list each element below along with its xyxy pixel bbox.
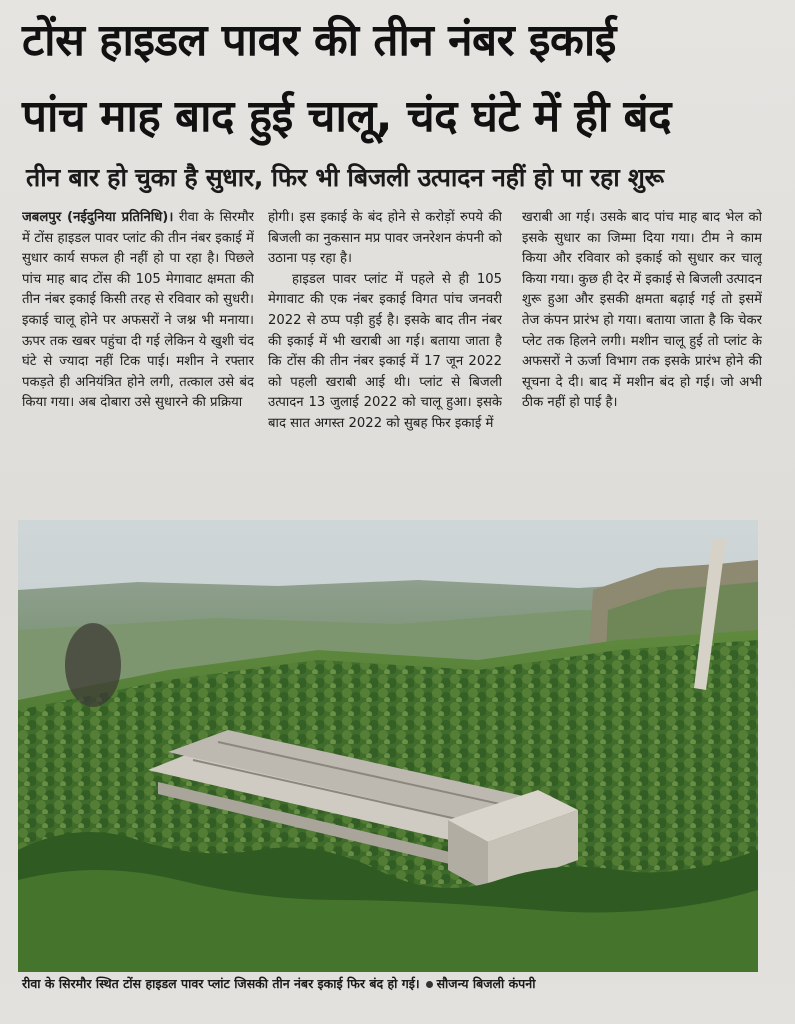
power-plant-illustration [18,520,758,972]
power-plant-photo [18,520,758,972]
subheadline: तीन बार हो चुका है सुधार, फिर भी बिजली उत्पादन नहीं हो पा रहा शुरू [26,163,664,192]
photo-caption: रीवा के सिरमौर स्थित टोंस हाइडल पावर प्लांट जिसकी तीन नंबर इकाई फिर बंद हो गई। [22,976,420,991]
dateline: जबलपुर (नईदुनिया प्रतिनिधि)। [22,210,174,225]
column-3-text: खराबी आ गई। उसके बाद पांच माह बाद भेल को इसके सुधार का जिम्मा दिया गया। टीम ने काम किया और रविवार को इकाई को सुधार कर चालू किया गया। कुछ ही देर में इकाई से बिजली उत्पादन शुरू हुआ और इसकी क्षमता बढ़ाई गई तो इसमें तेज कंपन प्रारंभ हो गया। बताया जाता है कि चेकर प्लेट तक हिलने लगी। मशीन चालू हुई तो प्लांट के अफसरों ने ऊर्जा विभाग तक इसके प्रारंभ होने की सूचना दे दी। बाद में मशीन बंद हो गई। जो अभी ठीक नहीं हो पाई है। [522,210,762,411]
column-1-text: रीवा के सिरमौर में टोंस हाइडल पावर प्लांट की तीन नंबर इकाई में सुधार कार्य सफल ही नहीं हो पा रहा है। पिछले पांच माह बाद टोंस की 105 मेगावाट क्षमता की तीन नंबर इकाई किसी तरह से रविवार को सुधरी। इकाई चालू होने पर अफसरों ने जश्न भी मनाया। ऊपर तक खबर पहुंचा दी गई लेकिन ये खुशी चंद घंटे से ज्यादा नहीं टिक पाई। मशीन ने रफ्तार पकड़ते ही अनियंत्रित होने लगी, तत्काल उसे बंद किया गया। अब दोबारा उसे सुधारने की प्रक्रिया [22,210,254,411]
article-column-3 [522,208,762,524]
article-column-1 [22,208,254,524]
column-2-paragraph-1: होगी। इस इकाई के बंद होने से करोड़ों रुपये की बिजली का नुकसान मप्र पावर जनरेशन कंपनी को उठाना पड़ रहा है। [268,210,502,267]
article-column-2 [268,208,502,524]
headline-line-2: पांच माह बाद हुई चालू, चंद घंटे में ही बंद [22,91,672,142]
headline-line-1: टोंस हाइडल पावर की तीन नंबर इकाई [22,15,616,66]
column-2-paragraph-2: हाइडल पावर प्लांट में पहले से ही 105 मेगावाट की एक नंबर इकाई विगत पांच जनवरी 2022 से ठप्प पड़ी हुई है। इसके बाद तीन नंबर की इकाई में भी खराबी आ गई। बताया जाता है कि टोंस की तीन नंबर इकाई में 17 जून 2022 को पहली खराबी आई थी। प्लांट से बिजली उत्पादन 13 जुलाई 2022 को चालू हुआ। इसके बाद सात अगस्त 2022 को सुबह फिर इकाई में [268,271,502,431]
bullet-icon [426,981,433,988]
photo-credit: सौजन्य बिजली कंपनी [436,976,536,991]
photo-caption-line [22,974,762,994]
